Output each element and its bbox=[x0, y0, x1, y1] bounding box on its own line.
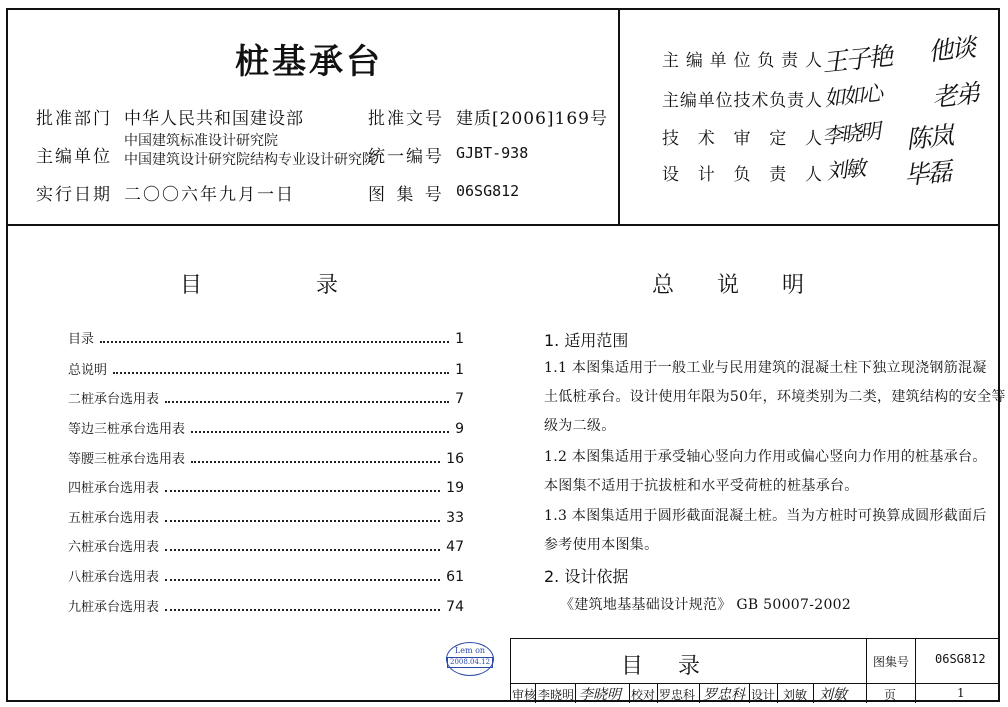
checker-name: 罗忠科 bbox=[659, 688, 696, 702]
responsibility-role-4: 设计负责人 bbox=[662, 165, 822, 185]
signature-4: 刘敏 bbox=[824, 156, 866, 184]
signature-4b: 毕磊 bbox=[902, 156, 952, 191]
unified-no-value: GJBT-938 bbox=[456, 144, 529, 162]
check-label: 校对 bbox=[631, 688, 656, 702]
reviewer-name: 李晓明 bbox=[538, 688, 575, 702]
responsibility-role-1: 主编单位负责人 bbox=[662, 51, 822, 71]
design-label: 设计 bbox=[751, 688, 776, 702]
signature-3b: 陈岚 bbox=[904, 120, 954, 155]
checker-signature: 罗忠科 bbox=[703, 687, 745, 703]
editor-label: 主编单位 bbox=[36, 147, 112, 167]
toc-item[interactable]: 目录 1 bbox=[68, 331, 464, 347]
section-1-2-line-1: 1.2 本图集适用于承受轴心竖向力作用或偏心竖向力作用的桩基承台。 bbox=[544, 449, 987, 465]
approval-dept-value: 中华人民共和国建设部 bbox=[124, 109, 304, 129]
signature-1b: 他谈 bbox=[926, 32, 976, 67]
section-1-1-line-3: 级为二级。 bbox=[544, 418, 616, 434]
toc-item[interactable]: 八桩承台选用表 61 bbox=[68, 569, 464, 585]
atlas-number-value: 06SG812 bbox=[935, 652, 986, 666]
toc-item[interactable]: 五桩承台选用表 33 bbox=[68, 510, 464, 526]
header-vertical-divider bbox=[618, 8, 620, 226]
section-1-3-line-2: 参考使用本图集。 bbox=[544, 537, 659, 553]
toc-item[interactable]: 等腰三桩承台选用表 16 bbox=[68, 451, 464, 467]
atlas-no-value: 06SG812 bbox=[456, 182, 520, 200]
designer-signature: 刘敏 bbox=[819, 687, 847, 703]
unified-no-label: 统一编号 bbox=[368, 147, 444, 167]
signature-2: 如如心 bbox=[823, 81, 883, 111]
toc-heading-right: 录 bbox=[316, 273, 339, 298]
toc-item[interactable]: 二桩承台选用表 7 bbox=[68, 391, 464, 407]
section-1-2-line-2: 本图集不适用于抗拔桩和水平受荷桩的桩基承台。 bbox=[544, 478, 859, 494]
reviewer-signature: 李晓明 bbox=[579, 687, 621, 703]
toc-item[interactable]: 总说明 1 bbox=[68, 362, 464, 378]
section-1-heading: 1. 适用范围 bbox=[544, 331, 629, 350]
toc-item[interactable]: 九桩承台选用表 74 bbox=[68, 599, 464, 615]
atlas-title: 桩基承台 bbox=[235, 42, 383, 82]
effective-date-value: 二〇〇六年九月一日 bbox=[124, 185, 295, 205]
atlas-number-label: 图集号 bbox=[873, 655, 910, 669]
toc-heading-left: 目 bbox=[180, 273, 203, 298]
editor-value-2: 中国建筑设计研究院结构专业设计研究院 bbox=[124, 152, 376, 168]
signature-2b: 老弟 bbox=[930, 78, 980, 113]
toc-item[interactable]: 等边三桩承台选用表 9 bbox=[68, 421, 464, 437]
signature-3: 李晓明 bbox=[821, 119, 881, 149]
approval-no-label: 批准文号 bbox=[368, 109, 444, 129]
toc-item[interactable]: 六桩承台选用表 47 bbox=[68, 539, 464, 555]
stamp-date: 2008.04.12 bbox=[447, 657, 493, 668]
responsibility-role-3: 技术审定人 bbox=[662, 129, 822, 149]
explanation-heading: 总 说 明 bbox=[652, 273, 822, 298]
page-value: 1 bbox=[957, 686, 965, 700]
section-1-1-line-2: 土低桩承台。设计使用年限为50年，环境类别为二类，建筑结构的安全等 bbox=[544, 389, 1006, 405]
section-1-1-line-1: 1.1 本图集适用于一般工业与民用建筑的混凝土柱下独立现浇钢筋混凝 bbox=[544, 360, 987, 376]
review-stamp bbox=[446, 642, 494, 676]
section-2-heading: 2. 设计依据 bbox=[544, 567, 629, 586]
title-block bbox=[510, 638, 1000, 702]
review-label: 审核 bbox=[512, 688, 537, 702]
header-divider bbox=[6, 224, 1000, 226]
atlas-no-label: 图 集 号 bbox=[368, 185, 445, 205]
reference-1: 《建筑地基基础设计规范》 GB 50007-2002 bbox=[560, 597, 852, 613]
effective-date-label: 实行日期 bbox=[36, 185, 112, 205]
editor-value-1: 中国建筑标准设计研究院 bbox=[124, 133, 278, 149]
toc-item[interactable]: 四桩承台选用表 19 bbox=[68, 480, 464, 496]
responsibility-role-2: 主编单位技术负责人 bbox=[662, 91, 822, 111]
section-1-3-line-1: 1.3 本图集适用于圆形截面混凝土桩。当为方桩时可换算成圆形截面后 bbox=[544, 508, 987, 524]
approval-no-value: 建质[2006]169号 bbox=[456, 109, 608, 129]
signature-1: 王子艳 bbox=[820, 41, 893, 78]
stamp-text: Lem on bbox=[454, 646, 486, 655]
approval-dept-label: 批准部门 bbox=[36, 109, 112, 129]
page-label: 页 bbox=[884, 688, 897, 702]
title-block-title: 目 录 bbox=[621, 654, 714, 679]
designer-name: 刘敏 bbox=[783, 688, 808, 702]
